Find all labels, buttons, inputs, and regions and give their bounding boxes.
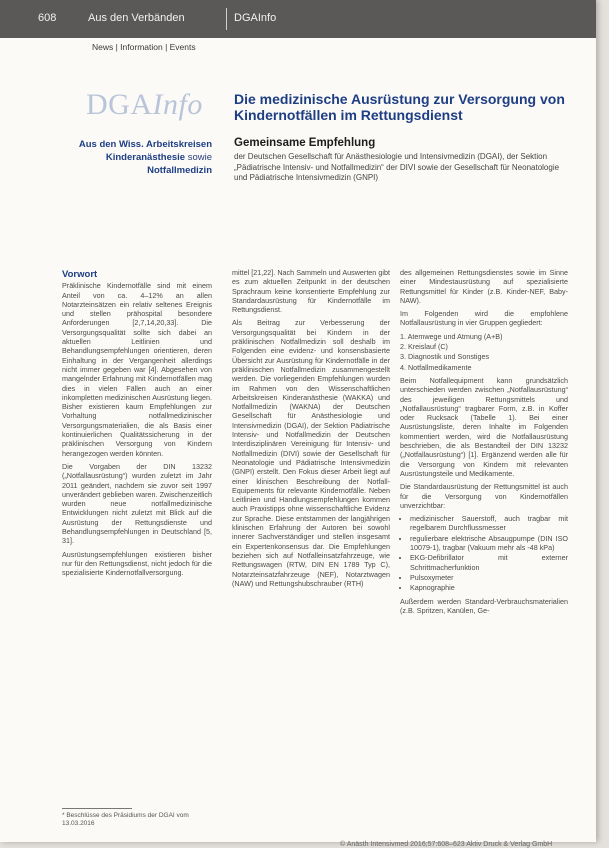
group-item: 1. Atemwege und Atmung (A+B) (400, 331, 503, 341)
col2-paragraph-1: mittel [21,22]. Nach Sammeln und Auswerten gibt es zum aktuellen Zeitpunkt in der deutschen Sprachraum keine konsentierte Empfehlung zur Standardausrüstung für Kindernotfälle im Rettungsdienst. (232, 268, 390, 315)
equipment-item: • EKG-Defibrillator mit externer Schrittmacherfunktion (410, 553, 568, 572)
column-3 (400, 268, 568, 619)
credit-line-2 (62, 151, 212, 164)
group-item: 2. Kreislauf (C) (400, 342, 448, 352)
equipment-item: • regulierbare elektrische Absaugpumpe (DIN ISO 10079-1), tragbar (Vakuum mehr als -48 kPa) (410, 534, 568, 553)
col2-paragraph-2: Als Beitrag zur Verbesserung der Versorgungsqualität bei Kindern in der präklinischen Notfallmedizin soll deshalb im Folgenden eine evidenz- und konsensbasierte Übersicht zur Ausrüstung für Kindernotfälle in der präklinischen Notfallmedizin zusammengestellt werden. Die vorliegenden Empfehlungen wurden im Rahmen von den Wissenschaftlichen Arbeitskreisen Kinderanästhesie (WAKKA) und Notfallmedizin (WAKNA) der Deutschen Gesellschaft für Anästhesiologie und Intensivmedizin (DGAI), der Sektion Pädiatrische Intensiv- und Notfallmedizin der Deutschen Interdisziplinären Vereinigung für Intensiv- und Notfallmedizin (DIVI) sowie der Gesellschaft für Neonatologie und Pädiatrische Intensivmedizin (GNPI) erstellt. Den Fokus dieser Arbeit liegt auf einer klinischen Beschreibung der Notfall-Equipements für relevante Kindernotfälle. Neben Leitlinien und Handlungsempfehlungen kommen auch Praxistipps ohne wissenschaftliche Evidenz zur Sprache. Diese entstammen der langjährigen klinischen Erfahrung der Autoren bei sowohl innerer Sachverständiger und stellen insgesamt ein Expertenkonsensus dar. Die Empfehlungen beziehen sich auf Notfalleinsatzfahrzeuge, wie Rettungswagen (RTW, DIN EN 1789 Typ C), Notarzteinsatzfahrzeuge (NEF), Notarztwagen (NAW) und Rettungshubschrauber (RTH) (232, 318, 390, 588)
section-label: Aus den Verbänden (88, 12, 185, 24)
equipment-item: • Kapnographie (410, 583, 568, 592)
header-bar (0, 0, 596, 38)
author-credit (62, 138, 212, 177)
page-footer: © Anästh Intensivmed 2016;57:608–623 Aktiv Druck & Verlag GmbH (340, 841, 553, 848)
col3-paragraph-5: Außerdem werden Standard-Verbrauchsmaterialien (z.B. Spritzen, Kanülen, Ge- (400, 596, 568, 615)
credit-line-2a: Kinderanästhesie (105, 152, 186, 163)
credit-line-3: Notfallmedizin (147, 165, 212, 176)
dgainfo-logo (86, 88, 203, 122)
col1-paragraph-3: Ausrüstungsempfehlungen existieren bisher nur für den Rettungsdienst, nicht jedoch für die spezialisierte Kindernotfallversorgung. (62, 549, 212, 578)
header-divider (226, 8, 227, 30)
credit-line-2b: sowie (185, 152, 212, 163)
article-title: Die medizinische Ausrüstung zur Versorgung von Kindernotfällen im Rettungsdienst (234, 91, 565, 123)
column-2 (232, 268, 390, 592)
recommendation-heading: Gemeinsame Empfehlung (234, 137, 376, 149)
footnote-rule (62, 808, 132, 809)
issuers-text: der Deutschen Gesellschaft für Anästhesiologie und Intensivmedizin (DGAI), der Sektion „Pädiatrische Intensiv- und Notfallmedizin“ der DIVI sowie der Gesellschaft für Neonatologie und Pädiatrische Intensivmedizin (GNPI) (234, 152, 560, 182)
equipment-list (400, 514, 568, 592)
col1-paragraph-1: Präklinische Kindernotfälle sind mit einem Anteil von ca. 4–12% an allen Notarzteinsätzen ein relativ seltenes Ereignis und stellen prähospital besondere Anforderungen [2,7,14,20,33]. Die Versorgungsqualität sollte sich dabei an aktuellen Leitlinien und Behandlungsempfehlungen orientieren, deren Einhaltung in der Vergangenheit allerdings nicht immer gegeben war [4]. Abgesehen von mangelnder Erfahrung mit Kindernotfällen mag dies in vielen Fällen auch an einer inkompletten medizinischen Ausrüstung liegen. Bisher existieren kaum Empfehlungen zur Vorhaltung notfallmedizinischer Versorgungsmaterialien, die als Basis einer kontinuierlichen Qualitätssicherung in der präklinischen Versorgung von Kindern herangezogen werden könnten. (62, 281, 212, 458)
equipment-item: • medizinischer Sauerstoff, auch tragbar mit regelbarem Durchflussmesser (410, 514, 568, 533)
col3-paragraph-3: Beim Notfallequipment kann grundsätzlich unterschieden werden zwischen „Notfallausrüstung“ des jeweiligen Rettungsmittels und „Notfallausrüstung“ tragbarer Form, z.B. in Koffer oder Rucksack (Tabelle 1). Bei einer Ausrüstungsliste, deren Inhalte im Folgenden kommentiert werden, wird die Notfallausrüstung beschrieben, die als Bestandteil der DIN 13232 („Notfallausrüstung“) [1]. Ergänzend werden alle für die Versorgung von Kindern mit relevanten Ausrüstungsteile und Medikamente. (400, 375, 568, 478)
col3-paragraph-4: Die Standardausrüstung der Rettungsmittel ist auch für die Versorgung von Kindernotfällen unverzichtbar: (400, 482, 568, 510)
col3-paragraph-2: Im Folgenden wird die empfohlene Notfallausrüstung in vier Gruppen gegliedert: (400, 309, 568, 328)
vorwort-heading: Vorwort (62, 269, 98, 280)
column-1 (62, 270, 212, 582)
group-item: 4. Notfallmedikamente (400, 362, 472, 372)
logo-main: DGA (86, 88, 153, 121)
credit-line-1: Aus den Wiss. Arbeitskreisen (78, 139, 212, 150)
col1-paragraph-2: Die Vorgaben der DIN 13232 („Notfallausrüstung“) wurden zuletzt im Jahr 2011 geändert, nachdem sie zuvor seit 1997 unverändert geblieben waren. Zwischenzeitlich wurden neue notfallmedizinische Entwicklungen nicht zuletzt mit Blick auf die Ausrüstung der Rettungsdienste und Behandlungsempfehlungen in Deutschland [5, 31]. (62, 461, 212, 546)
magazine-label: DGAInfo (234, 12, 277, 24)
footnote: * Beschlüsse des Präsidiums der DGAI vom 13.03.2016 (62, 812, 189, 827)
subnav: News | Information | Events (92, 42, 196, 52)
group-list (400, 332, 568, 372)
col3-paragraph-1: des allgemeinen Rettungsdienstes sowie im Sinne einer Mindestausrüstung auf spezialisierte Rettungsmittel für Kinder (z.B. Kinder-NEF, Baby-NAW). (400, 268, 568, 305)
equipment-item: • Pulsoxymeter (410, 573, 568, 582)
logo-italic: Info (152, 88, 203, 121)
group-item: 3. Diagnostik und Sonstiges (400, 352, 490, 362)
page-number: 608 (38, 12, 57, 24)
